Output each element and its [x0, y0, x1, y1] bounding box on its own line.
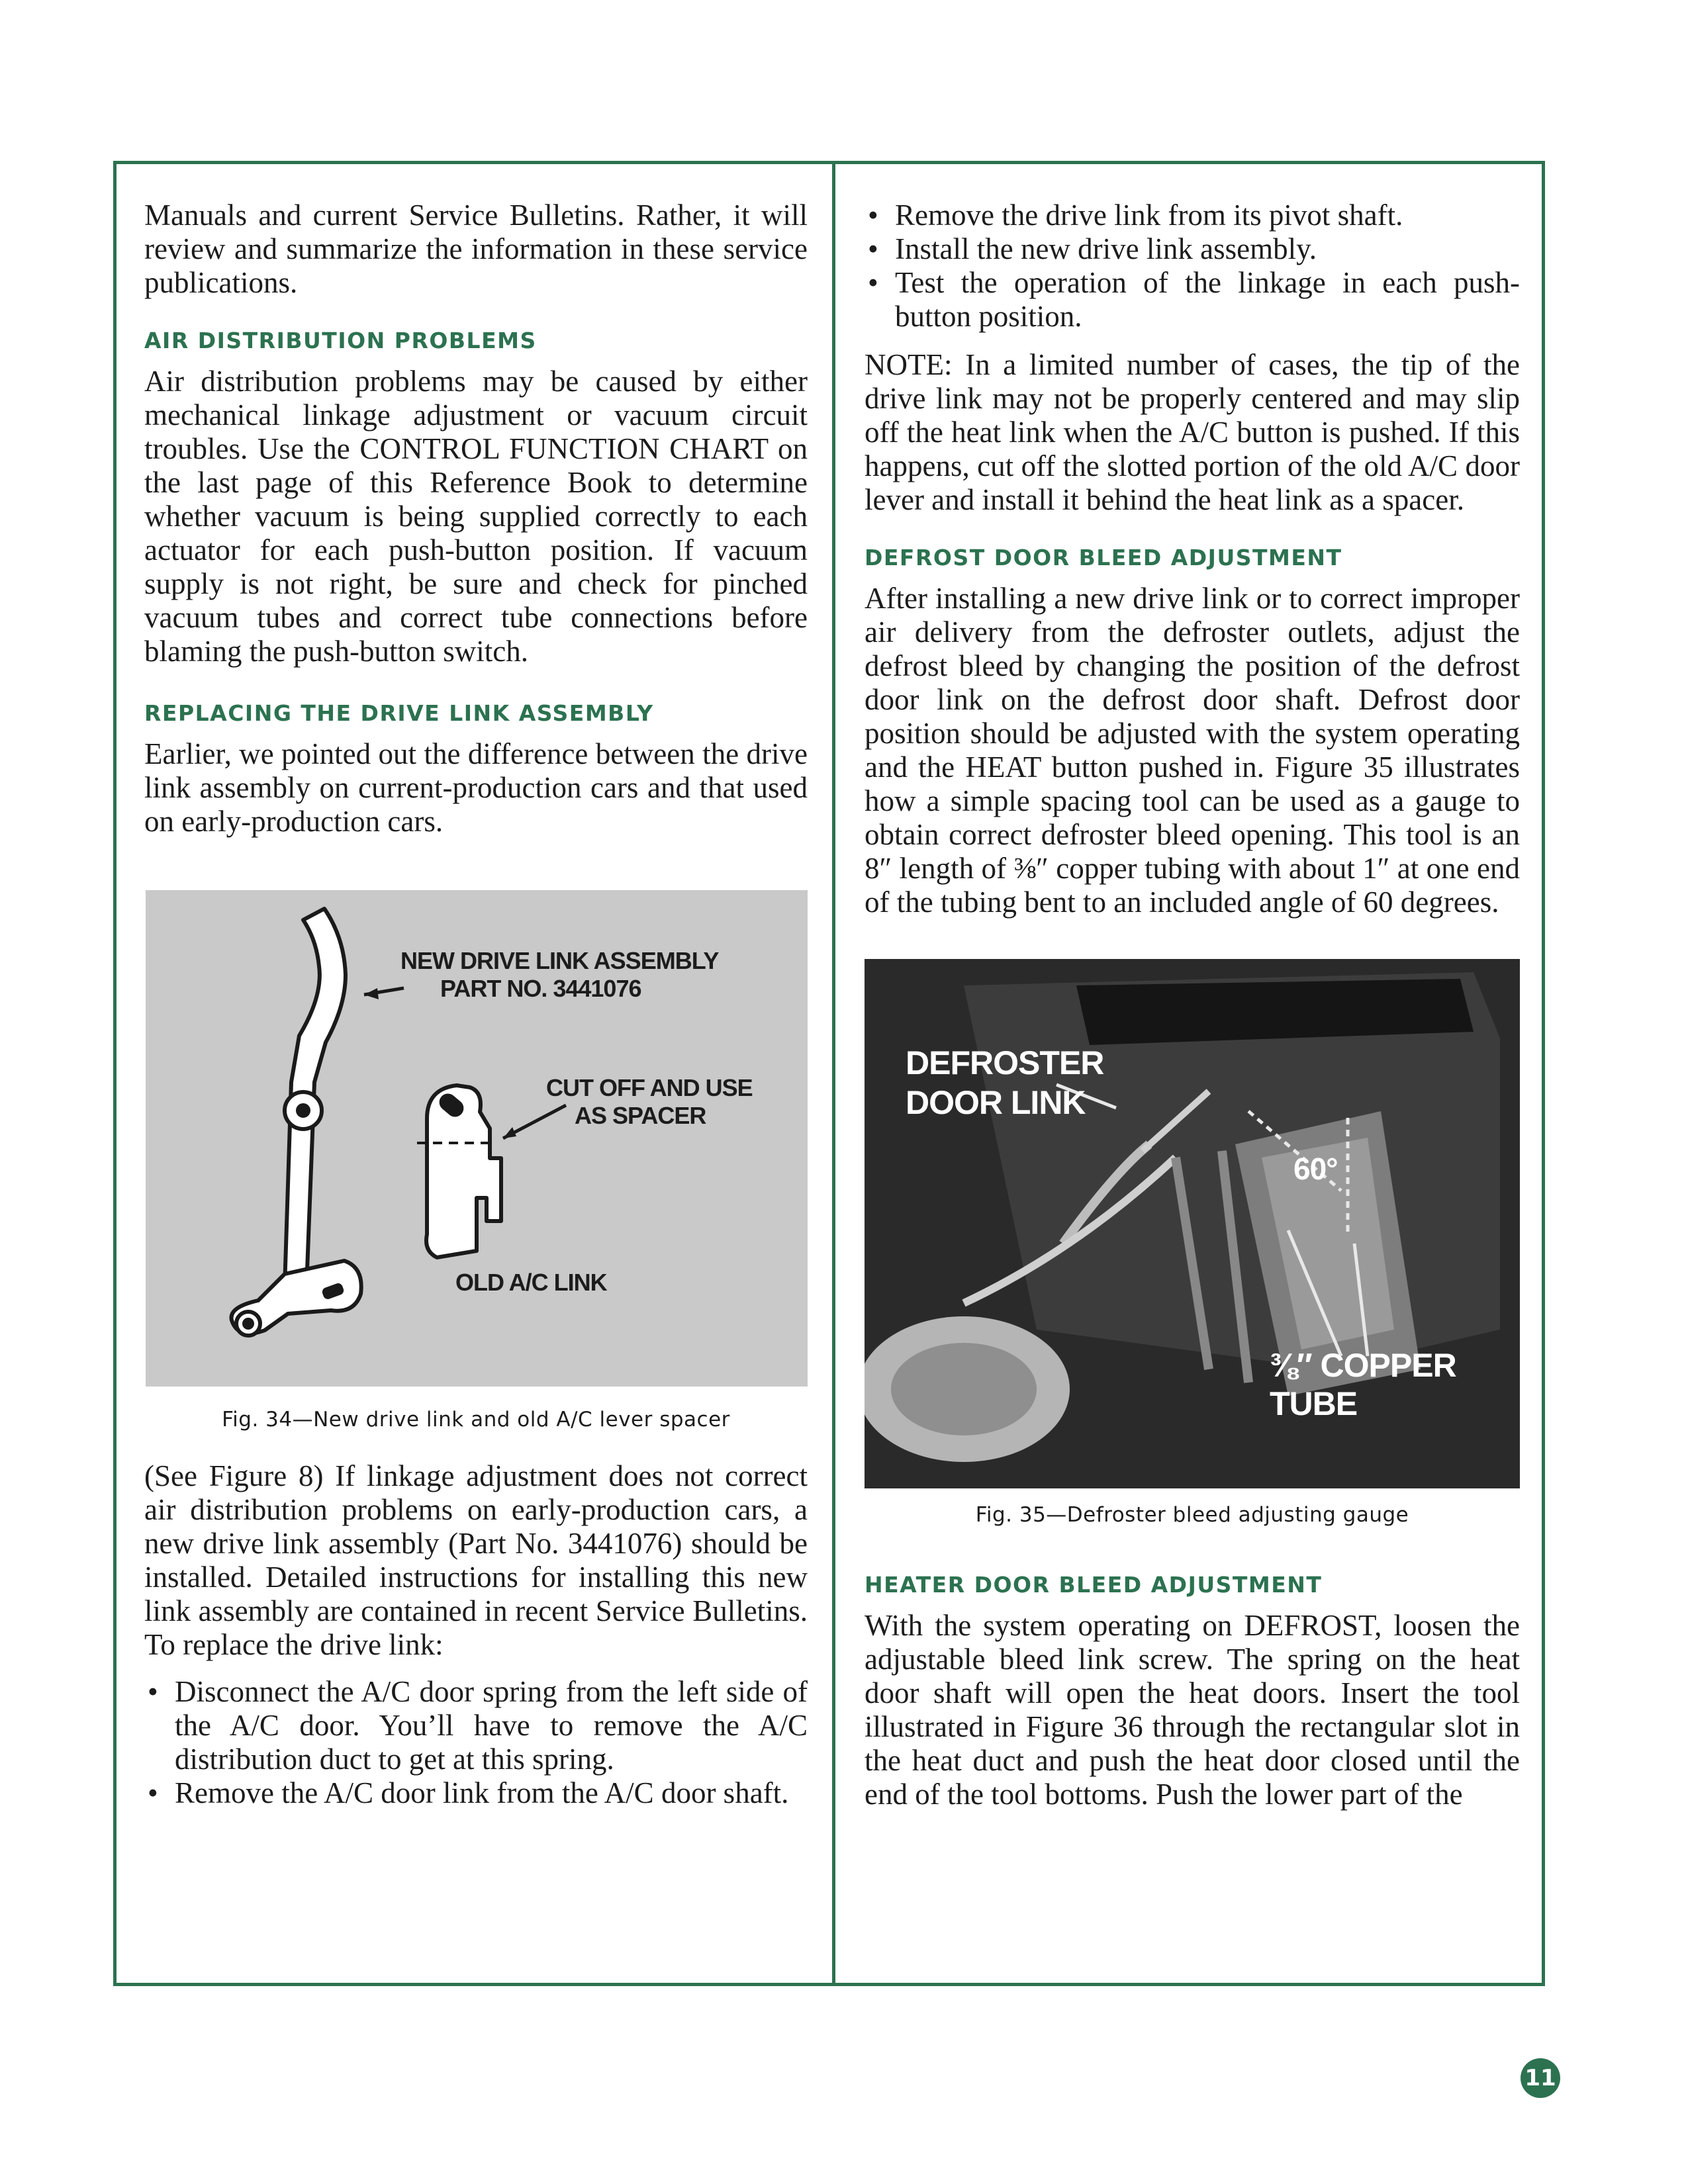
air-distribution-paragraph: Air distribution problems may be caused by either mechanical linkage adjustment or vacuum circuit troubles. Use the CONTROL FUNCTION CHART on the last page of this Reference Book to determine whether vacuum is being supplied correctly to each actuator for each push-button position. If vacuum supply is not right, be sure and check for pinched vacuum tubes and correct tube connections before blaming the push-button switch. [144, 365, 808, 668]
heading-air-distribution: AIR DISTRIBUTION PROBLEMS [144, 328, 537, 353]
label-cut-off-1: CUT OFF AND USE [546, 1074, 753, 1101]
label-old-ac-link: OLD A/C LINK [455, 1269, 607, 1296]
label-new-drive-link-1: NEW DRIVE LINK ASSEMBLY [400, 947, 719, 974]
label-60-degrees: 60° [1293, 1152, 1338, 1186]
figure-35 [865, 959, 1520, 1488]
heading-defrost-door-bleed: DEFROST DOOR BLEED ADJUSTMENT [865, 545, 1342, 570]
list-item: • Remove the drive link from its pivot shaft. [868, 199, 1403, 232]
list-item: • Install the new drive link assembly. [868, 232, 1317, 265]
heater-paragraph: With the system operating on DEFROST, loosen the adjustable bleed link screw. The spring on the heat door shaft will open the heat doors. Insert the tool illustrated in Figure 36 through the rectangular slot in the heat duct and push the heat door closed until the end of the tool bottoms. Push the lower part of the [865, 1609, 1520, 1811]
left-column [144, 199, 808, 1810]
replacing-paragraph: Earlier, we pointed out the difference between the drive link assembly on current-production cars and that used on early-production cars. [144, 737, 808, 838]
list-item: • Disconnect the A/C door spring from the left side of the A/C door. You’ll have to remove the A/C distribution duct to get at this spring. [148, 1675, 808, 1776]
right-column [865, 199, 1520, 1811]
intro-paragraph: Manuals and current Service Bulletins. Rather, it will review and summarize the information in these service publications. [144, 199, 808, 299]
label-defroster-2: DOOR LINK [906, 1084, 1086, 1121]
heading-heater-door-bleed: HEATER DOOR BLEED ADJUSTMENT [865, 1572, 1323, 1598]
figure-34-caption: Fig. 34—New drive link and old A/C lever spacer [222, 1408, 730, 1432]
label-defroster-1: DEFROSTER [906, 1044, 1104, 1081]
heading-replacing-drive-link: REPLACING THE DRIVE LINK ASSEMBLY [144, 700, 654, 726]
see-figure-paragraph: (See Figure 8) If linkage adjustment does not correct air distribution problems on early-production cars, a new drive link assembly (Part No. 3441076) should be installed. Detailed instructions for installing this new link assembly are contained in recent Service Bulletins. To replace the drive link: [144, 1459, 808, 1661]
defrost-paragraph: After installing a new drive link or to correct improper air delivery from the defroster outlets, adjust the defrost bleed by changing the position of the defrost door link on the defrost door shaft. Defrost door position should be adjusted with the system operating and the HEAT button pushed in. Figure 35 illustrates how a simple spacing tool can be used as a gauge to obtain correct defroster bleed opening. This tool is an 8″ length of ⅜″ copper tubing with about 1″ at one end of the tubing bent to an included angle of 60 degrees. [865, 582, 1520, 919]
note-paragraph: NOTE: In a limited number of cases, the tip of the drive link may not be properly centered and may slip off the heat link when the A/C button is pushed. If this happens, cut off the slotted portion of the old A/C door lever and install it behind the heat link as a spacer. [865, 348, 1520, 516]
page-number: 11 [1521, 2058, 1560, 2098]
label-new-drive-link-2: PART NO. 3441076 [440, 975, 641, 1002]
figure-35-caption: Fig. 35—Defroster bleed adjusting gauge [975, 1503, 1409, 1527]
list-item: • Remove the A/C door link from the A/C door shaft. [148, 1776, 789, 1809]
column-divider [832, 161, 835, 1986]
figure-34 [146, 890, 808, 1387]
list-item: • Test the operation of the linkage in each push-button position. [868, 266, 1520, 333]
right-bullet-list [865, 199, 1520, 334]
left-bullet-list [144, 1675, 808, 1810]
label-cut-off-2: AS SPACER [575, 1102, 706, 1129]
label-copper-tube: ⅜″ COPPER TUBE [1270, 1347, 1456, 1422]
